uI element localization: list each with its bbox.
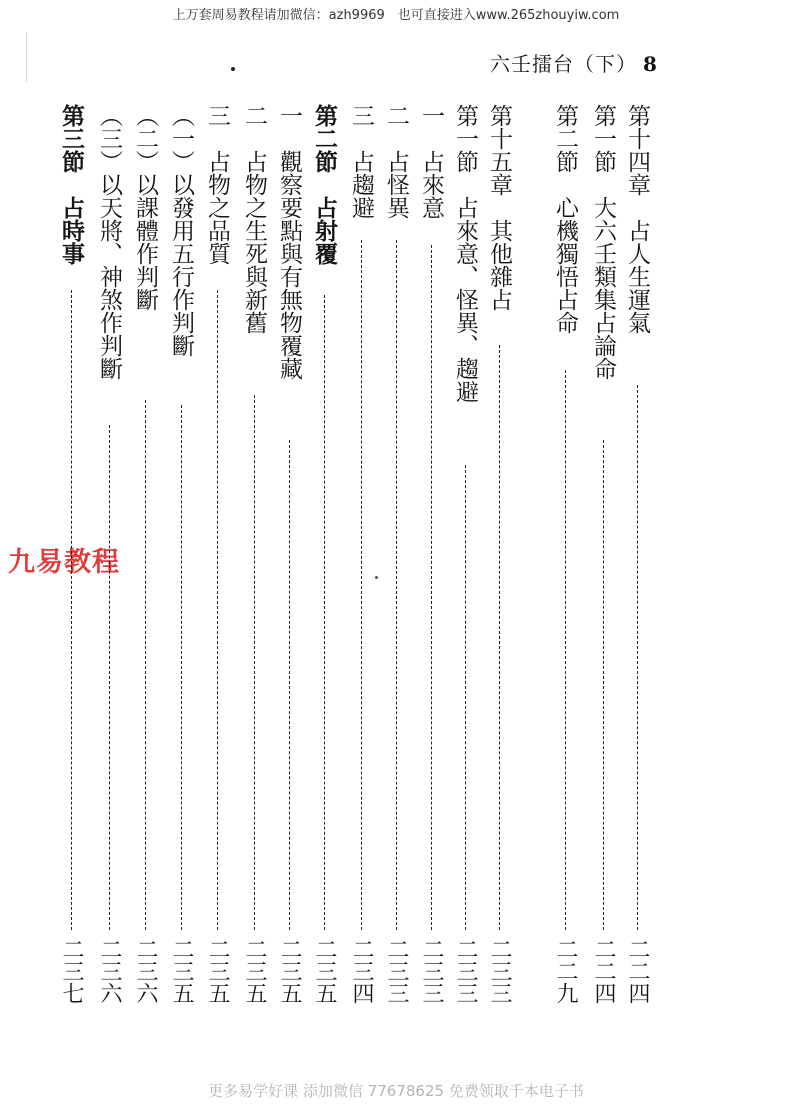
toc-entry-title: （三）以天將、神煞作判斷 (96, 104, 122, 380)
watermark: 九易教程 (8, 547, 120, 578)
toc-page-number: 二三六 (133, 938, 158, 1004)
toc-leader-line (217, 290, 218, 930)
toc-entry-title: 三 占趨避 (348, 104, 374, 219)
toc-entry-title: 第二節 占射覆 (311, 104, 338, 265)
toc-leader-line (637, 385, 638, 930)
toc-page-number: 二三五 (205, 938, 230, 1004)
toc-leader-line (289, 440, 290, 930)
toc-page-number: 二三六 (97, 938, 122, 1004)
toc-entry-title: 第二節 心機獨悟占命 (552, 104, 578, 334)
toc-entry-title: 三 占物之品質 (204, 104, 230, 265)
toc-page-number: 二三五 (242, 938, 267, 1004)
toc-entry-title: 一 占來意 (418, 104, 444, 219)
toc-page-number: 二三三 (487, 938, 512, 1004)
toc-leader-line (254, 395, 255, 930)
footer-banner: 更多易学好课 添加微信 77678625 免费领取千本电子书 (208, 1082, 584, 1100)
toc-page-number: 二三七 (59, 938, 84, 1004)
toc-entry-title: 二 占怪異 (383, 104, 409, 219)
toc-leader-line (361, 240, 362, 930)
toc-entry-title: 第三節 占時事 (58, 104, 85, 265)
toc-leader-line (499, 345, 500, 930)
toc-page-number: 二三五 (312, 938, 337, 1004)
book-title: 六壬擂台（下） (490, 52, 637, 76)
toc-entry-title: 第一節 大六壬類集占論命 (590, 104, 616, 380)
toc-page-number: 二三五 (277, 938, 302, 1004)
toc-page-number: 二二九 (553, 938, 578, 1004)
toc-leader-line (431, 245, 432, 930)
toc-entry-title: 二 占物之生死與新舊 (241, 104, 267, 334)
toc-entry-title: 第十五章 其他雜占 (486, 104, 512, 311)
toc-page-number: 二二四 (591, 938, 616, 1004)
toc-page-number: 二二四 (625, 938, 650, 1004)
toc-entry-title: （一）以發用五行作判斷 (168, 104, 194, 357)
toc-leader-line (603, 440, 604, 930)
toc-page-number: 二三三 (384, 938, 409, 1004)
toc-page-number: 二三五 (169, 938, 194, 1004)
toc-leader-line (465, 465, 466, 930)
toc-leader-line (71, 290, 72, 930)
toc-page-number: 二三三 (419, 938, 444, 1004)
toc-page-number: 二三四 (349, 938, 374, 1004)
page-header (490, 48, 658, 77)
toc-page-number: 二三三 (453, 938, 478, 1004)
toc-entry-title: （二）以課體作判斷 (132, 104, 158, 311)
toc-leader-line (145, 400, 146, 930)
page-number: 8 (643, 52, 658, 76)
ink-dot (231, 67, 235, 71)
toc-leader-line (324, 295, 325, 930)
toc-entry-title: 第十四章 占人生運氣 (624, 104, 650, 334)
toc-entry-title: 第一節 占來意、怪異、趨避 (452, 104, 478, 403)
top-banner: 上万套周易教程请加微信：azh9969 也可直接进入www.265zhouyiw.com (172, 8, 620, 23)
toc-leader-line (181, 405, 182, 930)
toc-leader-line (396, 240, 397, 930)
scan-edge-line (26, 32, 27, 82)
toc-entry-title: 一 觀察要點與有無物覆藏 (276, 104, 302, 380)
toc-leader-line (565, 370, 566, 930)
toc-leader-line (109, 425, 110, 930)
